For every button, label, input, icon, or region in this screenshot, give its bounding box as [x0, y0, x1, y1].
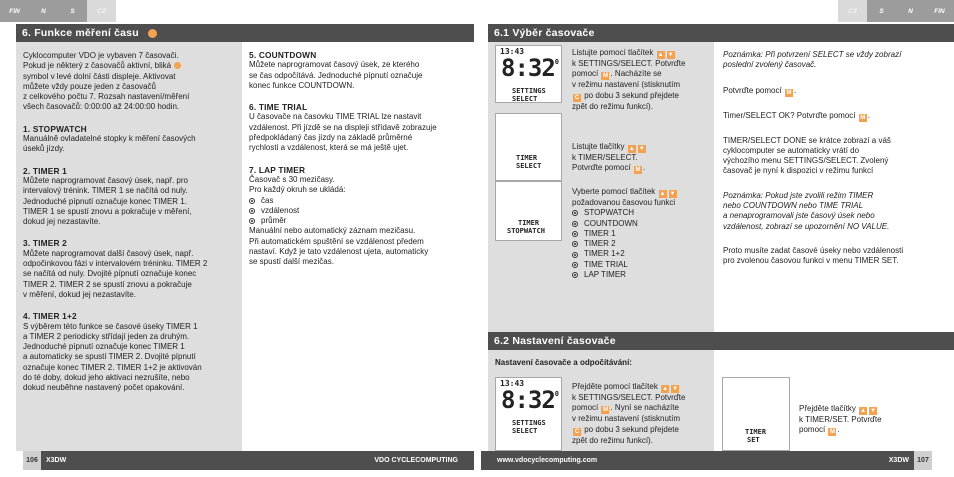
bullet-icon	[572, 221, 578, 227]
down-button-icon: ▼	[667, 52, 674, 58]
m-button-icon: M	[860, 114, 866, 121]
device-display-settings-select-2: 13:43 8:32 0 SETTINGS SELECT	[495, 377, 562, 451]
settings-subtitle: Nastavení časovače a odpočítávání:	[495, 358, 632, 367]
lang-tab-n: N	[29, 0, 58, 22]
section-title-timer-settings: 6.2 Nastavení časovače	[488, 332, 954, 350]
bullet-icon	[572, 272, 578, 278]
list-item: LAP TIMER	[572, 270, 712, 280]
step-5-text: Přejděte tlačítky ▲ ▼ k TIMER/SET. Potvrďte pomocí M .	[799, 404, 882, 436]
list-item: TIME TRIAL	[572, 260, 712, 270]
footer-left	[23, 451, 474, 470]
down-button-icon: ▼	[870, 408, 877, 414]
bullet-icon	[572, 231, 578, 237]
c-button-icon: C	[574, 94, 580, 101]
list-item: vzdálenost	[249, 206, 473, 216]
down-button-icon: ▼	[672, 386, 679, 392]
step-1-text: Listujte pomocí tlačítek ▲ ▼ k SETTINGS/SELECT. Potvrďte pomocí M . Nacházíte se v režimu nastavení (stisknutím C po dobu 3 sekund přejdete zpět do režimu funkcí).	[572, 48, 686, 111]
middle-column: 5. COUNTDOWN Můžete naprogramovat časový úsek, ze kterého se čas odpočítává. Jednoduché pípnutí označuje konec funkce COUNTDOWN. 6. TIME TRIAL U časovače na časovku TIME TRIAL lze nastavit vzdálenost. Při jízdě se na displeji střídavě zobrazuje předpokládaný čas jízdy na základě průměrné rychlosti a vzdálenost, která se má ještě ujet. 7. LAP TIMER Časovač s 30 mezičasy. Pro každý okruh se ukládá: čas vzdálenost průměr Manuální nebo automatický záznam mezičasu. Při automatickém spuštění se vzdálenost předem nastaví. Když je tato vzdálenost ujeta, automaticky se spustí další mezičas.	[249, 50, 475, 268]
list-item: COUNTDOWN	[572, 219, 712, 229]
blinking-timer-icon	[174, 62, 181, 69]
model-name-left: X3DW	[46, 457, 67, 464]
bullet-icon	[249, 198, 255, 204]
down-button-icon: ▼	[669, 191, 676, 197]
section-title-timers: 6. Funkce měření času	[16, 24, 474, 42]
language-tabs-right	[838, 0, 954, 22]
bullet-icon	[572, 241, 578, 247]
bullet-icon	[572, 262, 578, 268]
m-button-icon: M	[635, 167, 641, 174]
m-button-icon: M	[829, 429, 835, 436]
heading-stopwatch: 1. STOPWATCH	[23, 123, 87, 134]
timer-indicator-icon	[148, 29, 157, 38]
page-number-left: 106	[23, 451, 41, 470]
heading-countdown: 5. COUNTDOWN	[249, 50, 317, 60]
list-item: TIMER 2	[572, 239, 712, 249]
model-name-right: X3DW	[888, 457, 909, 464]
section-title-select: 6.1 Výběr časovače	[488, 24, 954, 42]
step-2-text: Listujte tlačítky ▲ ▼ k TIMER/SELECT. Potvrďte pomocí M .	[572, 142, 646, 174]
heading-timer1: 2. TIMER 1	[23, 165, 67, 176]
heading-lap-timer: 7. LAP TIMER	[249, 164, 306, 175]
c-button-icon: C	[574, 428, 580, 435]
up-button-icon: ▲	[659, 191, 666, 197]
list-item: TIMER 1	[572, 229, 712, 239]
lang-tab-s: S	[58, 0, 87, 22]
step-3-text: Vyberte pomocí tlačítek ▲ ▼ požadovanou časovou funkci STOPWATCH COUNTDOWN TIMER 1 TIMER 2 TIMER 1+2 TIME TRIAL LAP TIMER	[572, 187, 712, 280]
list-item: průměr	[249, 216, 473, 226]
up-button-icon: ▲	[662, 386, 669, 392]
m-button-icon: M	[602, 73, 608, 80]
m-button-icon: M	[786, 89, 792, 96]
list-item: čas	[249, 196, 473, 206]
heading-timer12: 4. TIMER 1+2	[23, 311, 77, 322]
lang-tab-fin: FIN	[0, 0, 29, 22]
select-notes-column: Poznámka: Při potvrzení SELECT se vždy zobrazí poslední zvolený časovač. Potvrďte pomocí M . Timer/SELECT OK? Potvrďte pomocí M . TIMER/SELECT DONE se krátce zobrazí a váš cyklocomputer se automaticky vrátí do výchozího menu SETTINGS/SELECT. Zvolený časovač je nyní k dispozici v režimu funkcí Poznámka: Pokud jste zvolili režim TIMER nebo COUNTDOWN nebo TIME TRIAL a nenaprogramovali jste časový úsek nebo vzdálenost, zobrazí se upozornění NO VALUE. Proto musíte zadat časové úseky nebo vzdálenosti pro zvolenou časovou funkci v menu TIMER SET.	[723, 50, 904, 266]
brand-name: VDO CYCLECOMPUTING	[374, 457, 458, 464]
step-4-text: Přejděte pomocí tlačítek ▲ ▼ k SETTINGS/SELECT. Potvrďte pomocí M . Nyní se nacházíte v režimu nastavení (stisknutím C po dobu 3 sekund přejdete zpět do režimu funkcí).	[572, 382, 686, 445]
lang-tab-fin: FIN	[925, 0, 954, 22]
m-button-icon: M	[602, 407, 608, 414]
device-display-timer-select: TIMER SELECT	[495, 113, 562, 181]
lang-tab-cz: CZ	[838, 0, 867, 22]
page-number-right: 107	[914, 451, 932, 470]
website-link[interactable]: www.vdocyclecomputing.com	[497, 457, 598, 464]
up-button-icon: ▲	[860, 408, 867, 414]
up-button-icon: ▲	[657, 52, 664, 58]
device-display-timer-stopwatch: TIMER STOPWATCH	[495, 181, 562, 241]
device-display-timer-set: TIMER SET	[722, 377, 790, 451]
bullet-icon	[572, 210, 578, 216]
bullet-icon	[249, 218, 255, 224]
language-tabs-left	[0, 0, 116, 22]
down-button-icon: ▼	[638, 146, 645, 152]
heading-timer2: 3. TIMER 2	[23, 238, 67, 249]
up-button-icon: ▲	[628, 146, 635, 152]
lang-tab-s: S	[867, 0, 896, 22]
list-item: STOPWATCH	[572, 208, 712, 218]
bullet-icon	[572, 252, 578, 258]
bullet-icon	[249, 208, 255, 214]
footer-right	[481, 451, 932, 470]
left-column: Cyklocomputer VDO je vybaven 7 časovači. Pokud je některý z časovačů aktivní, bliká symbol v levé dolní části displeje. Aktivovat můžete vždy pouze jeden z časovačů z celkového počtu 7. Rozsah nastavení/měření všech časovačů: 0:00:00 až 24:00:00 hodin. 1. STOPWATCH Manuálně ovladatelné stopky k měření časových úseků jízdy. 2. TIMER 1 Můžete naprogramovat časový úsek, např. pro intervalový trénink. TIMER 1 se načítá od nuly. Jednoduché pípnutí označuje konec TIMER 1. TIMER 1 se spustí znovu a pokračuje v měření, dokud jej nezastavíte. 3. TIMER 2 Můžete naprogramovat další časový úsek, např. odpočinkovou fázi v intervalovém tréninku. TIMER 2 se načítá od nuly. Dvojité pípnutí označuje konec TIMER 2. TIMER 2 se spustí znovu a pokračuje v měření, dokud jej nezastavíte. 4. TIMER 1+2 S výběrem této funkce se časové úseky TIMER 1 a TIMER 2 periodicky střídají jeden za druhým. Jednoduché pípnutí označuje konec TIMER 1 a automaticky se spustí TIMER 2. Dvojité pípnutí označuje konec TIMER 2. TIMER 1+2 je aktivován do té doby, dokud jeho aktivaci nezrušíte, nebo dokud neuběhne nastavený počet opakování.	[16, 42, 242, 451]
list-item: TIMER 1+2	[572, 249, 712, 259]
device-display-settings-select: 13:43 8:32 0 SETTINGS SELECT	[495, 45, 562, 103]
lang-tab-n: N	[896, 0, 925, 22]
heading-time-trial: 6. TIME TRIAL	[249, 102, 308, 113]
lang-tab-cz: CZ	[87, 0, 116, 22]
